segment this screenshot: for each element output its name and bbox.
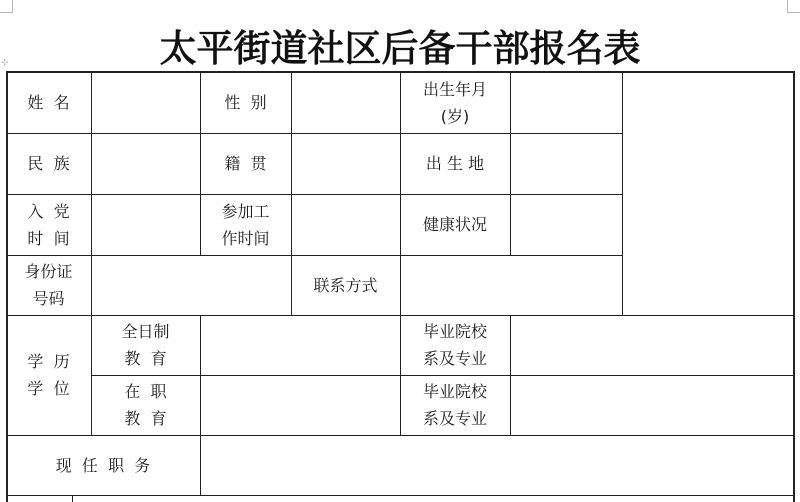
fulltime-field[interactable]	[200, 315, 400, 375]
table-rule-vertical	[200, 315, 201, 495]
table-rule-vertical	[291, 71, 292, 315]
school-label-2: 毕业院校 系及专业	[422, 382, 487, 428]
page-corner-mark-right	[787, 0, 800, 13]
fulltime-label: 全日制 教 育	[121, 322, 170, 368]
table-rule-vertical	[622, 71, 623, 315]
name-label: 姓 名	[27, 93, 70, 112]
name-field[interactable]	[91, 72, 200, 133]
education-label: 学 历 学 位	[27, 352, 70, 398]
table-rule-vertical	[400, 315, 401, 435]
position-label: 现 任 职 务	[55, 455, 151, 475]
contact-field[interactable]	[400, 255, 622, 315]
table-rule-vertical	[91, 71, 92, 315]
id-field[interactable]	[91, 255, 291, 315]
table-rule	[6, 495, 794, 496]
birthplace-label: 出 生 地	[425, 154, 485, 173]
party-date-field[interactable]	[91, 194, 200, 255]
form-title: 太平街道社区后备干部报名表	[159, 26, 641, 70]
work-start-field[interactable]	[291, 194, 400, 255]
school-label-1: 毕业院校 系及专业	[422, 322, 487, 368]
school-field-1[interactable]	[510, 315, 794, 375]
paragraph-anchor-icon: ⊹	[1, 58, 9, 68]
health-label: 健康状况	[422, 215, 487, 234]
birthplace-field[interactable]	[510, 133, 622, 194]
gender-label: 性 别	[224, 93, 267, 112]
ethnicity-field[interactable]	[91, 133, 200, 194]
birth-field[interactable]	[510, 72, 622, 133]
birth-label: 出生年月 (岁)	[422, 79, 487, 126]
table-rule	[6, 255, 622, 256]
native-place-field[interactable]	[291, 133, 400, 194]
table-rule	[6, 194, 622, 195]
table-rule-vertical	[510, 315, 511, 435]
table-rule-vertical	[200, 71, 201, 255]
work-start-label: 参加工 作时间	[221, 201, 270, 248]
table-rule-vertical	[72, 495, 73, 502]
id-label: 身份证 号码	[24, 262, 73, 308]
table-border-right	[793, 71, 795, 502]
native-place-label: 籍 贯	[224, 154, 267, 173]
contact-label: 联系方式	[313, 275, 378, 295]
table-rule-vertical	[400, 255, 401, 315]
photo-box[interactable]	[622, 72, 794, 315]
table-rule	[6, 133, 622, 134]
inservice-label: 在 职 教 育	[124, 382, 167, 428]
ethnicity-label: 民 族	[27, 154, 70, 173]
health-field[interactable]	[510, 194, 622, 255]
table-rule-vertical	[91, 315, 92, 435]
inservice-field[interactable]	[200, 375, 400, 435]
table-rule-vertical	[510, 71, 511, 255]
party-date-label: 入 党 时 间	[27, 201, 70, 248]
position-field[interactable]	[200, 435, 794, 495]
gender-field[interactable]	[291, 72, 400, 133]
page-corner-mark-left	[0, 0, 13, 13]
table-rule-vertical	[400, 71, 401, 255]
table-rule	[91, 375, 794, 376]
table-rule	[6, 435, 794, 436]
table-border-left	[6, 71, 8, 502]
school-field-2[interactable]	[510, 375, 794, 435]
